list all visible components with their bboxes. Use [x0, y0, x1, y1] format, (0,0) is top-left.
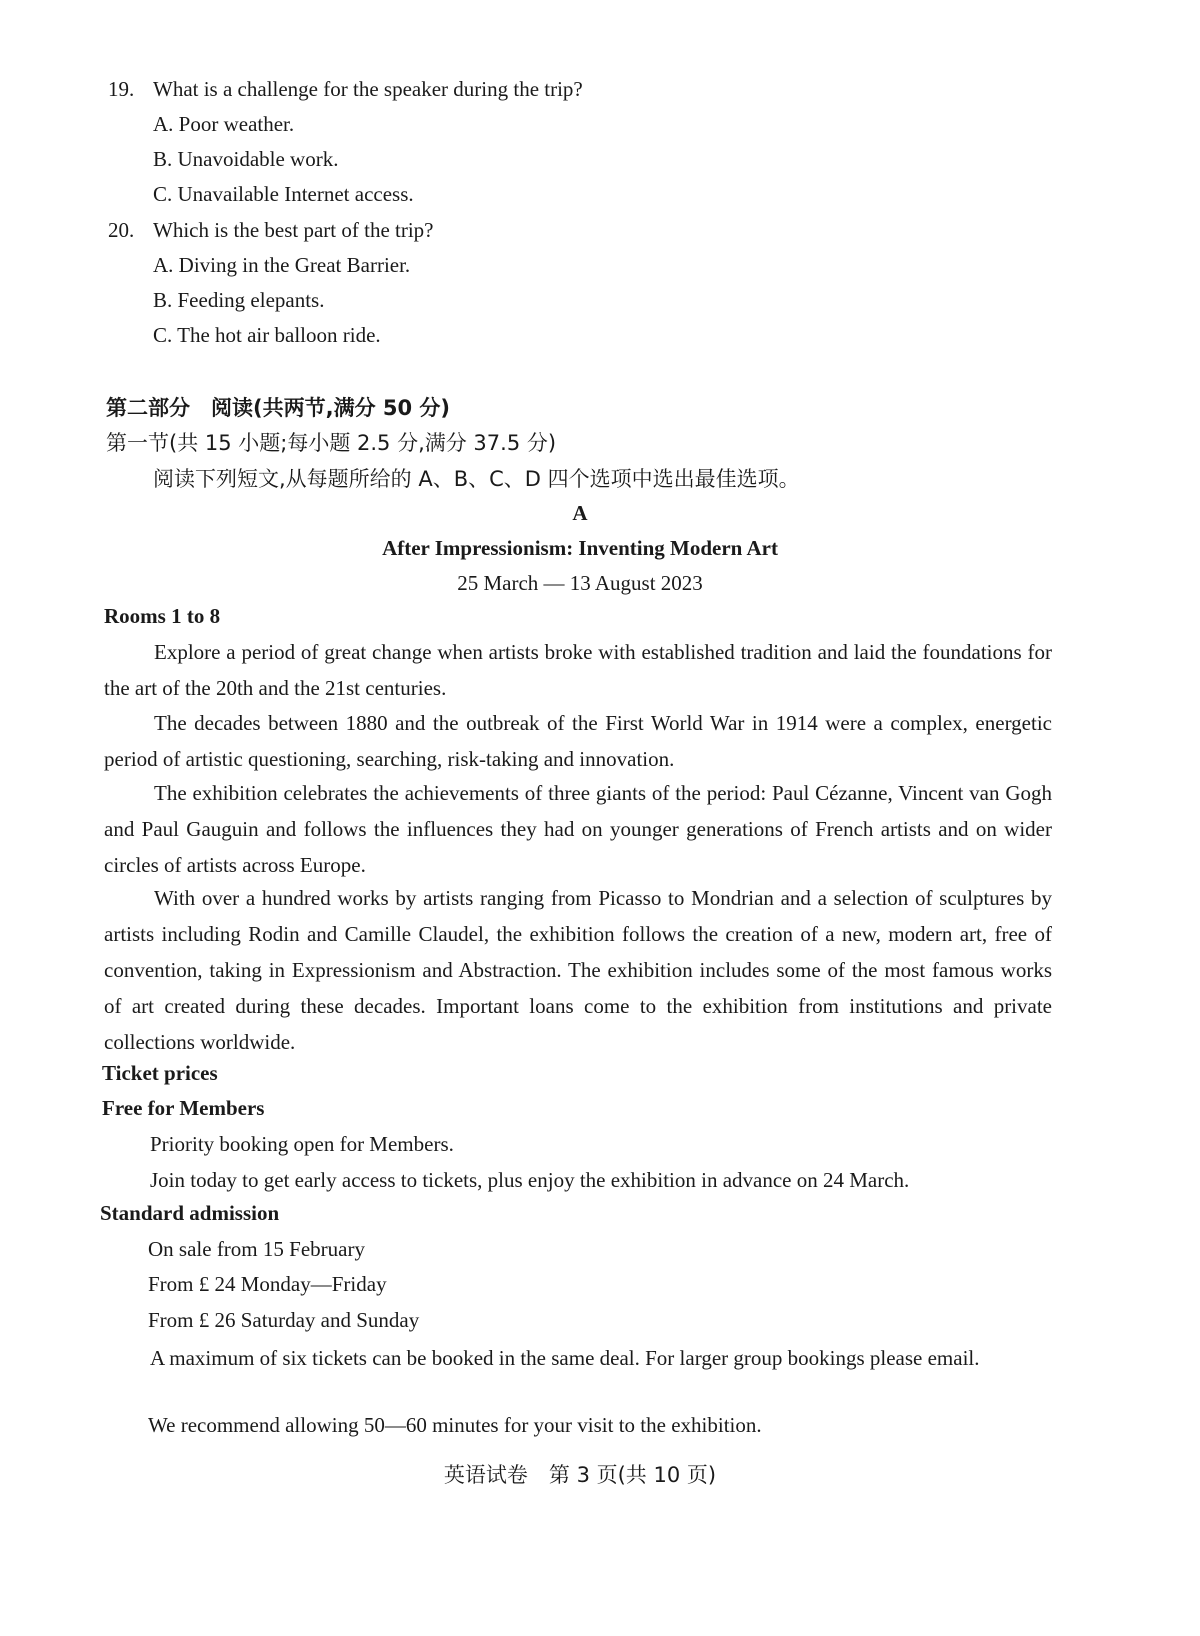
option-text: C. The hot air balloon ride. — [153, 323, 381, 347]
option-text: B. Feeding elepants. — [153, 288, 325, 312]
question-number: 20. — [108, 218, 135, 242]
standard-heading: Standard admission — [100, 1201, 280, 1225]
group-note: A maximum of six tickets can be booked in the same deal. For larger group bookings please email. — [150, 1346, 980, 1370]
section-sub-title: 第一节(共 15 小题;每小题 2.5 分,满分 37.5 分) — [106, 431, 557, 455]
members-line: Priority booking open for Members. — [150, 1132, 454, 1156]
option-text: A. Poor weather. — [153, 112, 295, 136]
page-footer: 英语试卷 第 3 页(共 10 页) — [443, 1463, 717, 1487]
question-text: What is a challenge for the speaker during the trip? — [153, 77, 583, 101]
visit-note: We recommend allowing 50—60 minutes for your visit to the exhibition. — [148, 1413, 762, 1437]
rooms-heading: Rooms 1 to 8 — [104, 604, 221, 628]
option-text: A. Diving in the Great Barrier. — [153, 253, 411, 277]
passage-title: After Impressionism: Inventing Modern Art — [382, 536, 778, 560]
passage-paragraph: Explore a period of great change when artists broke with established tradition and laid the foundations for the art of the 20th and the 21st centuries. — [104, 640, 1052, 700]
option-text: B. Unavoidable work. — [153, 147, 339, 171]
standard-line: On sale from 15 February — [148, 1237, 365, 1261]
passage-paragraph: With over a hundred works by artists ranging from Picasso to Mondrian and a selection of sculptures by artists including Rodin and Camille Claudel, the exhibition follows the creation of a new, modern art, free of convention, taking in Expressionism and Abstraction. The exhibition includes some of the most famous works of art created during these decades. Important loans come to the exhibition from institutions and private collections worldwide. — [104, 886, 1052, 1054]
passage-paragraph: The exhibition celebrates the achievements of three giants of the period: Paul Cézanne, Vincent van Gogh and Paul Gauguin and follows the influences they had on younger generations of French artists and on wider circles of artists across Europe. — [104, 781, 1052, 877]
section-part-title: 第二部分 阅读(共两节,满分 50 分) — [106, 396, 451, 420]
standard-line: From £ 24 Monday—Friday — [148, 1272, 387, 1296]
standard-line: From £ 26 Saturday and Sunday — [148, 1308, 420, 1332]
passage-letter: A — [572, 501, 588, 525]
passage-paragraph: The decades between 1880 and the outbreak of the First World War in 1914 were a complex, energetic period of artistic questioning, searching, risk-taking and innovation. — [104, 711, 1052, 771]
passage-date: 25 March — 13 August 2023 — [457, 571, 703, 595]
section-instruction: 阅读下列短文,从每题所给的 A、B、C、D 四个选项中选出最佳选项。 — [153, 467, 800, 491]
question-number: 19. — [108, 77, 135, 101]
members-heading: Free for Members — [102, 1096, 265, 1120]
option-text: C. Unavailable Internet access. — [153, 182, 414, 206]
members-line: Join today to get early access to tickets, plus enjoy the exhibition in advance on 24 March. — [150, 1168, 910, 1192]
question-text: Which is the best part of the trip? — [153, 218, 434, 242]
ticket-heading: Ticket prices — [102, 1061, 218, 1085]
